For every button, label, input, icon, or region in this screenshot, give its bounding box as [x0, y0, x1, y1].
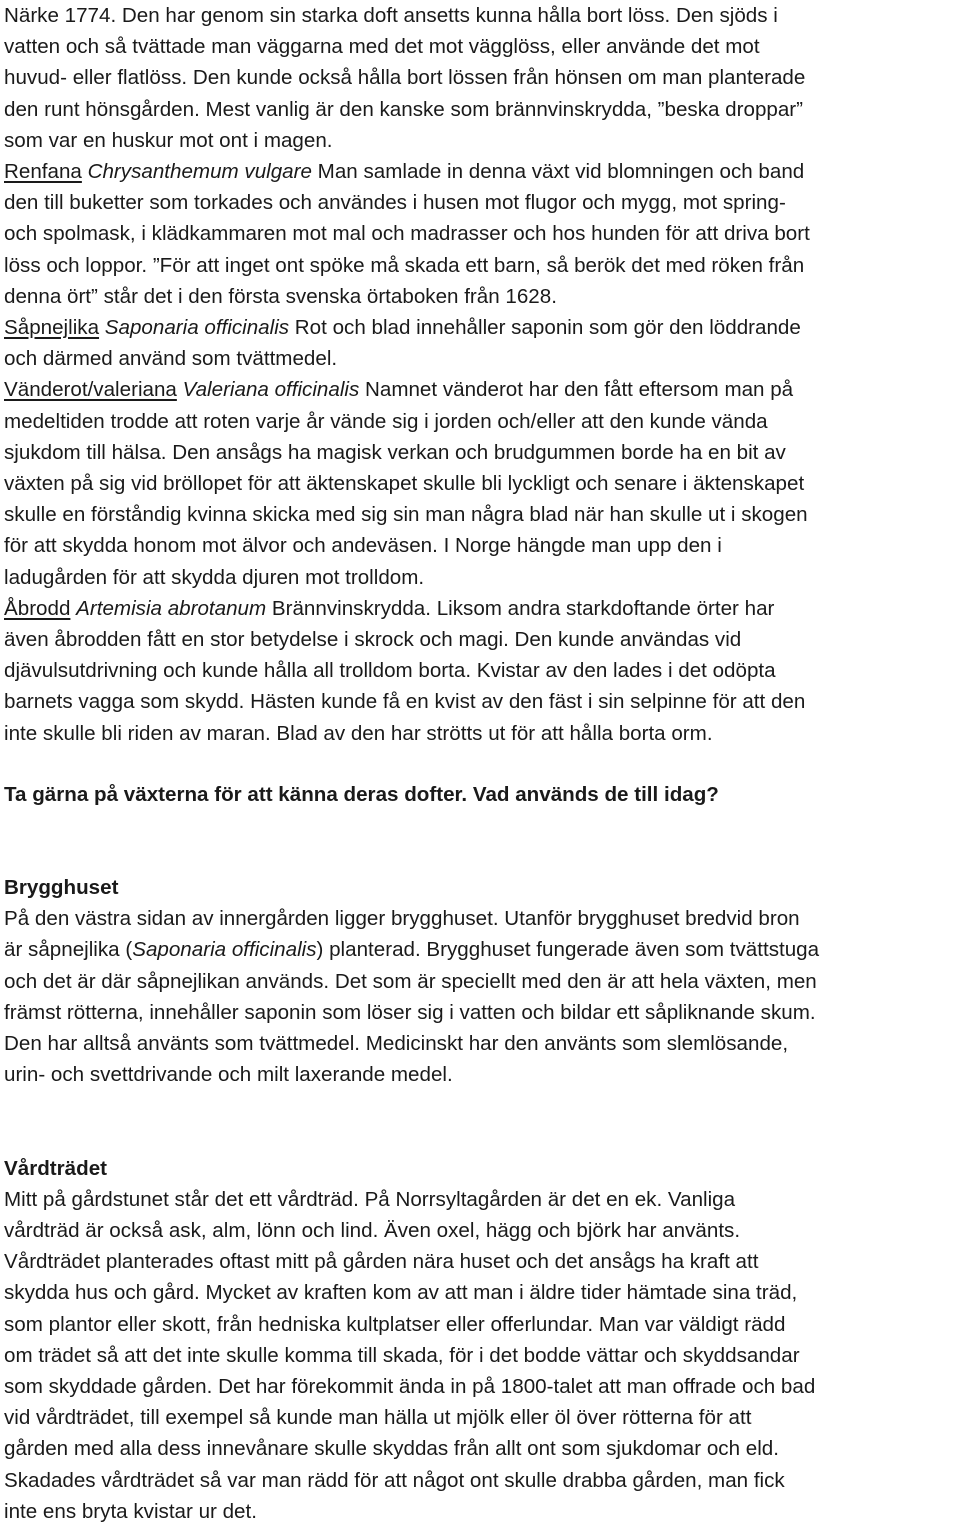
- plant-entry-line: [4, 374, 960, 405]
- section-line: skydda hus och gård. Mycket av kraften kom av att man i äldre tider hämtade sina träd,: [4, 1281, 798, 1305]
- section-line: som skyddade gården. Det har förekommit ända in på 1800-talet att man offrade och bad: [4, 1374, 816, 1398]
- section-heading: Brygghuset: [4, 876, 119, 900]
- section-line: [4, 934, 960, 965]
- section-line: vid vårdträdet, till exempel så kunde man hälla ut mjölk eller öl över rötterna för att: [4, 1406, 752, 1430]
- document-page: [4, 0, 960, 1527]
- plant-description-line: ladugården för att skydda djuren mot trolldom.: [4, 565, 425, 589]
- section-heading: Vårdträdet: [4, 1156, 107, 1180]
- section-vardtradet: [4, 1153, 960, 1527]
- plant-latin-name: Chrysanthemum vulgare: [87, 160, 312, 184]
- spacer: [4, 810, 960, 872]
- section-line: gården med alla dess innevånare skulle skyddas från allt ont som sjukdomar och eld.: [4, 1437, 779, 1461]
- plant-entry-line: [4, 156, 960, 187]
- plant-description: Rot och blad innehåller saponin som gör den löddrande: [289, 316, 801, 340]
- plant-name: Renfana: [4, 160, 82, 184]
- plant-entry-line: [4, 312, 960, 343]
- plant-description-line: denna ört” står det i den första svenska örtaboken från 1628.: [4, 284, 557, 308]
- section-text: är såpnejlika (: [4, 938, 133, 962]
- plant-description-line: inte skulle bli riden av maran. Blad av den har strötts ut för att hålla borta orm.: [4, 721, 713, 745]
- section-line: Den har alltså använts som tvättmedel. Medicinskt har den använts som slemlösande,: [4, 1032, 789, 1056]
- plant-description-line: djävulsutdrivning och kunde hålla all trolldom borta. Kvistar av den lades i det odöpta: [4, 659, 776, 683]
- section-line: Skadades vårdträdet så var man rädd för att något ont skulle drabba gården, man fick: [4, 1468, 785, 1492]
- plant-latin-name: Artemisia abrotanum: [76, 596, 267, 620]
- plant-latin-name: Saponaria officinalis: [132, 938, 317, 962]
- plant-description-line: och spolmask, i klädkammaren mot mal och madrasser och hos hunden för att driva bort: [4, 222, 810, 246]
- plant-description-line: skulle en förståndig kvinna skicka med sig sin man några blad när han skulle ut i skogen: [4, 503, 808, 527]
- plant-description-line: sjukdom till hälsa. Den ansågs ha magisk verkan och brudgummen borde ha en bit av: [4, 440, 786, 464]
- intro-line: den runt hönsgården. Mest vanlig är den kanske som brännvinskrydda, ”beska droppar”: [4, 97, 804, 121]
- plant-latin-name: Saponaria officinalis: [104, 316, 290, 340]
- plant-name: Vänderot/valeriana: [4, 378, 177, 402]
- plant-name: Åbrodd: [4, 596, 71, 620]
- plant-description-line: den till buketter som torkades och användes i husen mot flugor och mygg, mot spring-: [4, 191, 786, 215]
- plant-entry-sapnejlika: [4, 312, 960, 374]
- plant-entry-vanderot: [4, 374, 960, 592]
- section-line: vårdträd är också ask, alm, lönn och lind. Även oxel, hägg och björk har använts.: [4, 1218, 741, 1242]
- plant-entry-line: [4, 593, 960, 624]
- spacer: [4, 1091, 960, 1153]
- intro-line: vatten och så tvättade man väggarna med det mot vägglöss, eller använde det mot: [4, 35, 760, 59]
- plant-description-line: för att skydda honom mot älvor och andeväsen. I Norge hängde man upp den i: [4, 534, 722, 558]
- intro-line: som var en huskur mot ont i magen.: [4, 128, 333, 152]
- section-line: Vårdträdet planterades oftast mitt på gården nära huset och det ansågs ha kraft att: [4, 1250, 759, 1274]
- section-line: inte ens bryta kvistar ur det.: [4, 1499, 257, 1523]
- section-brygghuset: [4, 872, 960, 1090]
- section-text: ) planterad. Brygghuset fungerade även som tvättstuga: [316, 938, 820, 962]
- plant-description-line: växten på sig vid bröllopet för att äktenskapet skulle bli lyckligt och senare i äktenskapet: [4, 472, 805, 496]
- section-line: främst rötterna, innehåller saponin som löser sig i vatten och bildar ett såpliknande skum.: [4, 1000, 816, 1024]
- section-line: och det är där såpnejlikan används. Det som är speciellt med den är att hela växten, men: [4, 969, 817, 993]
- plant-description: Namnet vänderot har den fått eftersom man på: [359, 378, 794, 402]
- plant-entry-renfana: [4, 156, 960, 312]
- spacer: [4, 749, 960, 779]
- plant-description-line: även åbrodden fått en stor betydelse i skrock och magi. Den kunde användas vid: [4, 628, 742, 652]
- plant-description-line: löss och loppor. ”För att inget ont spöke må skada ett barn, så berök det med röken från: [4, 253, 805, 277]
- intro-line: Närke 1774. Den har genom sin starka doft ansetts kunna hålla bort löss. Den sjöds i: [4, 4, 778, 27]
- plant-description-line: och därmed använd som tvättmedel.: [4, 347, 338, 371]
- intro-line: huvud- eller flatlöss. Den kunde också hålla bort lössen från hönsen om man planterade: [4, 66, 806, 90]
- section-line: urin- och svettdrivande och milt laxerande medel.: [4, 1063, 453, 1087]
- intro-paragraph: [4, 0, 960, 156]
- section-line: Mitt på gårdstunet står det ett vårdträd. På Norrsyltagården är det en ek. Vanliga: [4, 1187, 736, 1211]
- section-line: om trädet så att det inte skulle komma till skada, för i det bodde vättar och skyddsandar: [4, 1343, 800, 1367]
- section-line: På den västra sidan av innergården ligger brygghuset. Utanför brygghuset bredvid bron: [4, 907, 800, 931]
- plant-description-line: medeltiden trodde att roten varje år vände sig i jorden och/eller att den kunde vända: [4, 409, 768, 433]
- plant-description: Man samlade in denna växt vid blomningen och band: [311, 160, 805, 184]
- plant-latin-name: Valeriana officinalis: [182, 378, 360, 402]
- section-line: som plantor eller skott, från hedniska kultplatser eller offerlundar. Man var väldigt rädd: [4, 1312, 786, 1336]
- plant-description-line: barnets vagga som skydd. Hästen kunde få en kvist av den fäst i sin selpinne för att den: [4, 690, 806, 714]
- plant-name: Såpnejlika: [4, 316, 100, 340]
- visitor-question: Ta gärna på växterna för att känna deras dofter. Vad används de till idag?: [4, 782, 719, 806]
- plant-description: Brännvinskrydda. Liksom andra starkdoftande örter har: [266, 596, 775, 620]
- plant-entry-abrodd: [4, 593, 960, 749]
